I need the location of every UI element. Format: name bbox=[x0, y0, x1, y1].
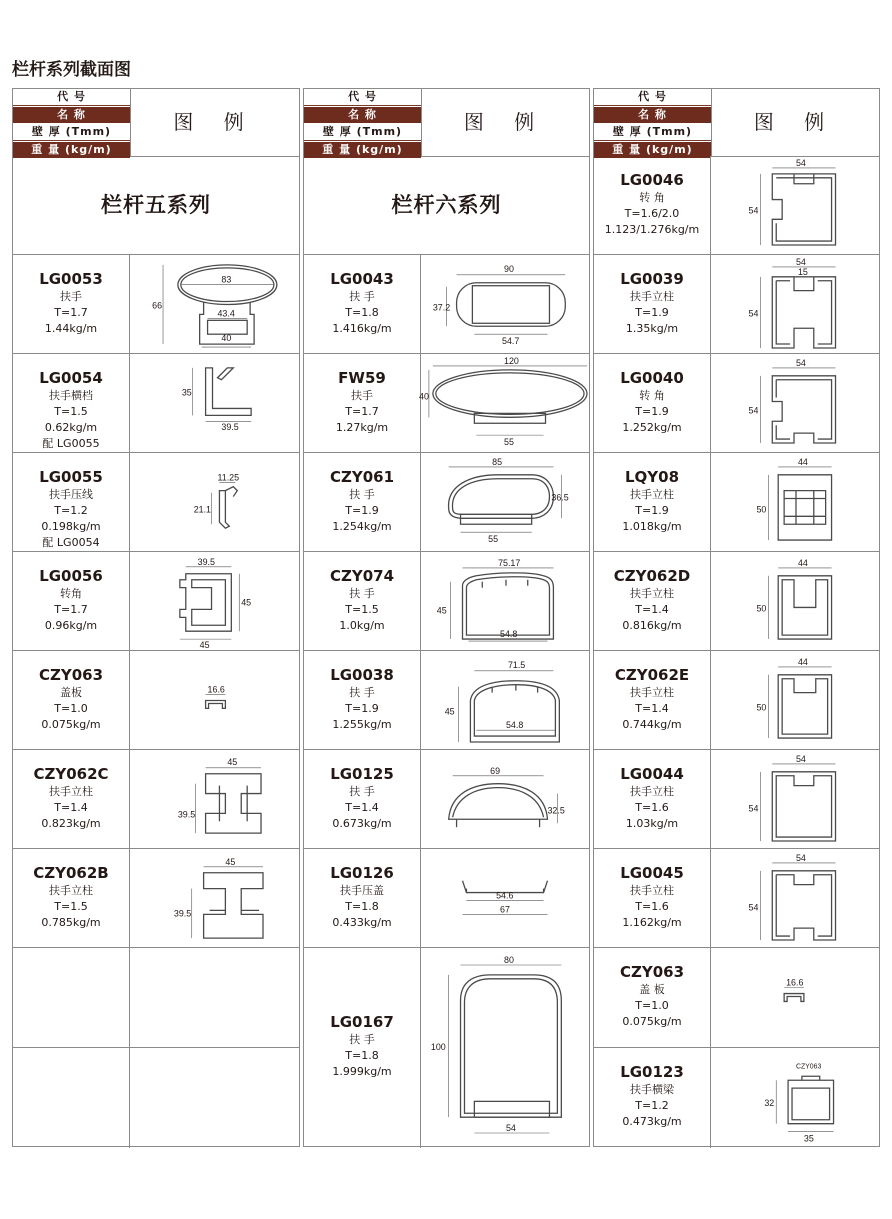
profile-drawing bbox=[421, 453, 589, 551]
header-weight-label: 重 量 (kg/m) bbox=[304, 142, 421, 158]
item-code: LG0123 bbox=[620, 1063, 684, 1081]
dim-label: 45 bbox=[241, 597, 252, 608]
list-item bbox=[594, 354, 879, 453]
dim-label: 39.5 bbox=[173, 908, 192, 919]
item-info bbox=[594, 354, 711, 452]
item-thickness: T=1.7 bbox=[54, 306, 88, 319]
dim-label: 40 bbox=[419, 391, 429, 402]
dim-label: 69 bbox=[490, 765, 501, 776]
profile-drawing bbox=[711, 453, 879, 551]
item-name: 扶 手 bbox=[349, 785, 375, 798]
item-code: LG0054 bbox=[39, 369, 103, 387]
item-code: LG0040 bbox=[620, 369, 684, 387]
page-title: 栏杆系列截面图 bbox=[12, 60, 131, 80]
item-name: 扶手立柱 bbox=[630, 488, 674, 501]
dim-label: 45 bbox=[436, 605, 447, 616]
list-item bbox=[304, 849, 589, 948]
item-info bbox=[594, 156, 711, 254]
item-code: LG0045 bbox=[620, 864, 684, 882]
profile-drawing bbox=[130, 354, 299, 452]
item-weight: 1.123/1.276kg/m bbox=[604, 223, 700, 236]
item-name: 转角 bbox=[60, 587, 82, 600]
item-info bbox=[594, 651, 711, 749]
profile-drawing bbox=[711, 156, 879, 254]
dim-label: 44 bbox=[797, 456, 808, 467]
header-code-label: 代 号 bbox=[594, 89, 711, 106]
list-item bbox=[594, 255, 879, 354]
item-info bbox=[304, 651, 421, 749]
header-thickness-label: 壁 厚 (Tmm) bbox=[594, 124, 711, 141]
item-weight: 0.96kg/m bbox=[44, 619, 98, 632]
item-code: FW59 bbox=[338, 369, 386, 387]
item-info bbox=[594, 948, 711, 1047]
item-code: LQY08 bbox=[624, 468, 680, 486]
item-name: 扶手立柱 bbox=[630, 884, 674, 897]
item-code: CZY061 bbox=[329, 468, 395, 486]
dim-label: CZY063 bbox=[795, 1063, 822, 1071]
dim-label: 54.6 bbox=[496, 890, 514, 901]
item-info bbox=[594, 255, 711, 353]
item-thickness: T=1.7 bbox=[54, 603, 88, 616]
item-code: LG0125 bbox=[330, 765, 394, 783]
header-weight-label: 重 量 (kg/m) bbox=[594, 142, 711, 158]
item-info bbox=[13, 651, 130, 749]
item-name: 转 角 bbox=[639, 389, 665, 402]
dim-label: 54 bbox=[795, 753, 806, 764]
item-info bbox=[13, 849, 130, 947]
item-name: 扶 手 bbox=[349, 1033, 375, 1046]
profile-drawing bbox=[421, 849, 589, 947]
item-weight: 0.62kg/m bbox=[44, 421, 98, 434]
list-item bbox=[304, 552, 589, 651]
profile-drawing bbox=[711, 948, 879, 1047]
item-info bbox=[13, 750, 130, 848]
item-weight: 1.416kg/m bbox=[332, 322, 392, 335]
item-info bbox=[594, 552, 711, 650]
dim-label: 71.5 bbox=[507, 659, 526, 670]
profile-drawing bbox=[421, 255, 589, 353]
profile-drawing bbox=[711, 651, 879, 749]
item-name: 扶手压线 bbox=[49, 488, 93, 501]
item-thickness: T=1.0 bbox=[54, 702, 88, 715]
dim-label: 11.25 bbox=[217, 472, 240, 483]
table-header bbox=[13, 89, 299, 157]
item-weight: 0.823kg/m bbox=[41, 817, 101, 830]
dim-label: 32 bbox=[764, 1097, 775, 1108]
item-code: LG0056 bbox=[39, 567, 103, 585]
profile-drawing bbox=[421, 354, 589, 452]
item-weight: 1.27kg/m bbox=[335, 421, 389, 434]
dim-label: 83 bbox=[221, 274, 232, 285]
list-item bbox=[594, 156, 879, 255]
list-item bbox=[594, 1048, 879, 1148]
dim-label: 54.7 bbox=[502, 336, 520, 347]
profile-drawing bbox=[711, 750, 879, 848]
dim-label: 45 bbox=[225, 856, 236, 867]
dim-label: 54 bbox=[748, 405, 759, 416]
header-name-label: 名 称 bbox=[13, 107, 130, 123]
dim-label: 21.1 bbox=[193, 504, 212, 515]
item-code: CZY063 bbox=[38, 666, 104, 684]
dim-label: 90 bbox=[504, 263, 514, 274]
item-info bbox=[13, 1048, 130, 1148]
dim-label: 44 bbox=[797, 656, 808, 667]
item-weight: 1.252kg/m bbox=[622, 421, 682, 434]
item-weight: 1.254kg/m bbox=[332, 520, 392, 533]
item-code: CZY063 bbox=[619, 963, 685, 981]
item-thickness: T=1.9 bbox=[635, 504, 669, 517]
item-name: 扶手横梁 bbox=[630, 1083, 674, 1096]
item-name: 扶 手 bbox=[349, 686, 375, 699]
dim-label: 67 bbox=[500, 904, 510, 915]
item-thickness: T=1.7 bbox=[345, 405, 379, 418]
item-weight: 1.35kg/m bbox=[625, 322, 679, 335]
item-code: LG0043 bbox=[330, 270, 394, 288]
item-info bbox=[304, 849, 421, 947]
header-legend: 图 例 bbox=[753, 110, 837, 134]
item-thickness: T=1.5 bbox=[54, 405, 88, 418]
item-weight: 0.075kg/m bbox=[622, 1015, 682, 1028]
item-info bbox=[594, 1048, 711, 1148]
header-legend: 图 例 bbox=[173, 110, 256, 134]
item-note: 配 LG0054 bbox=[42, 536, 100, 549]
profile-drawing bbox=[711, 849, 879, 947]
item-code: CZY062B bbox=[33, 864, 109, 882]
header-code-label: 代 号 bbox=[304, 89, 421, 106]
item-info bbox=[594, 849, 711, 947]
item-thickness: T=1.9 bbox=[635, 306, 669, 319]
item-code: CZY062E bbox=[614, 666, 690, 684]
item-info bbox=[13, 354, 130, 452]
item-info bbox=[304, 255, 421, 353]
item-weight: 0.433kg/m bbox=[332, 916, 392, 929]
header-legend: 图 例 bbox=[463, 110, 547, 134]
header-weight-label: 重 量 (kg/m) bbox=[13, 142, 130, 158]
dim-label: 54 bbox=[748, 205, 759, 216]
list-item bbox=[594, 948, 879, 1048]
dim-label: 50 bbox=[756, 603, 767, 614]
list-item bbox=[594, 552, 879, 651]
item-weight: 0.744kg/m bbox=[622, 718, 682, 731]
item-thickness: T=1.6/2.0 bbox=[624, 207, 680, 220]
list-item bbox=[304, 750, 589, 849]
dim-label: 45 bbox=[227, 756, 238, 767]
dim-label: 35 bbox=[803, 1133, 814, 1144]
dim-label: 75.17 bbox=[498, 557, 521, 568]
list-item bbox=[304, 651, 589, 750]
dim-label: 43.4 bbox=[217, 308, 235, 319]
item-info bbox=[304, 552, 421, 650]
item-weight: 1.255kg/m bbox=[332, 718, 392, 731]
list-item bbox=[594, 750, 879, 849]
dim-label: 54 bbox=[505, 1123, 516, 1134]
item-name: 转 角 bbox=[639, 191, 665, 204]
item-info bbox=[304, 948, 421, 1148]
item-name: 扶手压盖 bbox=[340, 884, 384, 897]
item-info bbox=[304, 750, 421, 848]
header-thickness-label: 壁 厚 (Tmm) bbox=[304, 124, 421, 141]
list-item bbox=[304, 948, 589, 1148]
item-thickness: T=1.0 bbox=[635, 999, 669, 1012]
item-code: LG0126 bbox=[330, 864, 394, 882]
table-header bbox=[304, 89, 589, 157]
profile-drawing bbox=[711, 255, 879, 353]
header-code-label: 代 号 bbox=[13, 89, 130, 106]
list-item bbox=[13, 255, 299, 354]
dim-label: 100 bbox=[430, 1041, 446, 1052]
item-name: 扶手立柱 bbox=[630, 686, 674, 699]
profile-drawing bbox=[130, 651, 299, 749]
header-thickness-label: 壁 厚 (Tmm) bbox=[13, 124, 130, 141]
item-name: 扶 手 bbox=[349, 488, 375, 501]
profile-drawing bbox=[130, 552, 299, 650]
list-item bbox=[594, 453, 879, 552]
item-name: 扶手立柱 bbox=[49, 785, 93, 798]
item-thickness: T=1.4 bbox=[54, 801, 88, 814]
item-name: 扶手立柱 bbox=[49, 884, 93, 897]
item-code: LG0053 bbox=[39, 270, 103, 288]
item-code: LG0044 bbox=[620, 765, 684, 783]
header-labels bbox=[304, 89, 422, 156]
item-code: CZY062C bbox=[33, 765, 109, 783]
dim-label: 54 bbox=[748, 803, 759, 814]
dim-label: 37.2 bbox=[432, 302, 451, 313]
item-thickness: T=1.2 bbox=[54, 504, 88, 517]
item-name: 扶手立柱 bbox=[630, 785, 674, 798]
dim-label: 39.5 bbox=[197, 556, 215, 567]
dim-label: 55 bbox=[488, 534, 499, 545]
empty-row bbox=[13, 948, 299, 1048]
item-thickness: T=1.5 bbox=[54, 900, 88, 913]
list-item bbox=[13, 750, 299, 849]
dim-label: 45 bbox=[199, 640, 210, 651]
item-weight: 1.44kg/m bbox=[44, 322, 98, 335]
panel-posts bbox=[593, 88, 880, 1147]
dim-label: 54 bbox=[748, 308, 759, 319]
item-thickness: T=1.2 bbox=[635, 1099, 669, 1112]
item-name: 扶手 bbox=[351, 389, 373, 402]
item-weight: 1.999kg/m bbox=[332, 1065, 392, 1078]
item-weight: 0.075kg/m bbox=[41, 718, 101, 731]
panel-series-5 bbox=[12, 88, 300, 1147]
dim-label: 80 bbox=[504, 955, 514, 966]
item-code: LG0167 bbox=[330, 1013, 394, 1031]
dim-label: 40 bbox=[221, 333, 232, 344]
item-thickness: T=1.8 bbox=[345, 306, 379, 319]
dim-label: 16.6 bbox=[207, 684, 225, 695]
item-info bbox=[13, 255, 130, 353]
item-name: 扶 手 bbox=[349, 290, 375, 303]
item-weight: 0.785kg/m bbox=[41, 916, 101, 929]
dim-label: 54 bbox=[795, 157, 806, 168]
profile-drawing bbox=[130, 453, 299, 551]
item-info bbox=[13, 552, 130, 650]
item-weight: 0.816kg/m bbox=[622, 619, 682, 632]
item-thickness: T=1.9 bbox=[635, 405, 669, 418]
item-info bbox=[304, 354, 421, 452]
list-item bbox=[13, 354, 299, 453]
item-code: LG0039 bbox=[620, 270, 684, 288]
dim-label: 36.5 bbox=[551, 492, 569, 503]
item-weight: 1.03kg/m bbox=[625, 817, 679, 830]
list-item bbox=[594, 849, 879, 948]
item-name: 扶 手 bbox=[349, 587, 375, 600]
item-code: CZY074 bbox=[329, 567, 395, 585]
list-item bbox=[13, 651, 299, 750]
dim-label: 85 bbox=[492, 456, 503, 467]
item-code: LG0055 bbox=[39, 468, 103, 486]
profile-drawing bbox=[421, 651, 589, 749]
item-thickness: T=1.5 bbox=[345, 603, 379, 616]
header-name-label: 名 称 bbox=[594, 107, 711, 123]
list-item bbox=[304, 354, 589, 453]
dim-label: 50 bbox=[756, 504, 767, 515]
panel-series-6 bbox=[303, 88, 590, 1147]
series-row bbox=[13, 156, 299, 255]
dim-label: 35 bbox=[181, 387, 192, 398]
dim-label: 39.5 bbox=[221, 422, 239, 433]
item-name: 扶手立柱 bbox=[630, 587, 674, 600]
list-item bbox=[13, 453, 299, 552]
item-weight: 1.018kg/m bbox=[622, 520, 682, 533]
profile-drawing bbox=[130, 255, 299, 353]
item-info bbox=[594, 453, 711, 551]
profile-drawing bbox=[711, 552, 879, 650]
dim-label: 66 bbox=[152, 300, 163, 311]
profile-drawing bbox=[421, 750, 589, 848]
dim-label: 44 bbox=[797, 557, 808, 568]
item-name: 盖 板 bbox=[639, 983, 665, 996]
item-info bbox=[13, 948, 130, 1047]
item-code: CZY062D bbox=[613, 567, 691, 585]
dim-label: 55 bbox=[504, 437, 514, 447]
list-item bbox=[594, 651, 879, 750]
item-weight: 1.162kg/m bbox=[622, 916, 682, 929]
list-item bbox=[304, 453, 589, 552]
item-thickness: T=1.4 bbox=[635, 702, 669, 715]
dim-label: 16.6 bbox=[786, 977, 804, 988]
dim-label: 120 bbox=[504, 355, 519, 366]
item-info bbox=[594, 750, 711, 848]
dim-label: 45 bbox=[444, 706, 455, 717]
header-labels bbox=[13, 89, 131, 156]
table-header bbox=[594, 89, 879, 157]
dim-label: 54 bbox=[795, 852, 806, 863]
series-row bbox=[304, 156, 589, 255]
item-name: 扶手立柱 bbox=[630, 290, 674, 303]
profile-drawing bbox=[421, 948, 589, 1148]
dim-label: 50 bbox=[756, 702, 767, 713]
item-weight: 0.473kg/m bbox=[622, 1115, 682, 1128]
list-item bbox=[13, 849, 299, 948]
item-name: 扶手横档 bbox=[49, 389, 93, 402]
item-thickness: T=1.6 bbox=[635, 801, 669, 814]
dim-label: 15 bbox=[797, 266, 808, 277]
empty-row bbox=[13, 1048, 299, 1148]
item-name: 扶手 bbox=[60, 290, 82, 303]
series-title: 栏杆五系列 bbox=[101, 193, 211, 217]
profile-drawing bbox=[130, 750, 299, 848]
profile-drawing bbox=[711, 1048, 879, 1148]
header-labels bbox=[594, 89, 712, 156]
item-name: 盖板 bbox=[60, 686, 82, 699]
item-weight: 0.198kg/m bbox=[41, 520, 101, 533]
item-note: 配 LG0055 bbox=[42, 437, 100, 450]
item-thickness: T=1.8 bbox=[345, 900, 379, 913]
header-name-label: 名 称 bbox=[304, 107, 421, 123]
item-thickness: T=1.4 bbox=[345, 801, 379, 814]
item-code: LG0038 bbox=[330, 666, 394, 684]
profile-drawing bbox=[421, 552, 589, 650]
profile-drawing bbox=[130, 849, 299, 947]
dim-label: 54.8 bbox=[500, 629, 518, 640]
profile-drawing bbox=[711, 354, 879, 452]
item-thickness: T=1.6 bbox=[635, 900, 669, 913]
item-thickness: T=1.4 bbox=[635, 603, 669, 616]
dim-label: 54 bbox=[748, 902, 759, 913]
item-weight: 1.0kg/m bbox=[339, 619, 385, 632]
item-thickness: T=1.9 bbox=[345, 702, 379, 715]
dim-label: 32.5 bbox=[547, 805, 565, 816]
list-item bbox=[13, 552, 299, 651]
item-thickness: T=1.9 bbox=[345, 504, 379, 517]
item-code: LG0046 bbox=[620, 171, 684, 189]
list-item bbox=[304, 255, 589, 354]
dim-label: 54 bbox=[795, 357, 806, 368]
item-thickness: T=1.8 bbox=[345, 1049, 379, 1062]
item-info bbox=[304, 453, 421, 551]
series-title: 栏杆六系列 bbox=[391, 193, 502, 217]
dim-label: 54 bbox=[795, 256, 806, 267]
item-info bbox=[13, 453, 130, 551]
item-weight: 0.673kg/m bbox=[332, 817, 392, 830]
dim-label: 54.8 bbox=[505, 720, 524, 731]
dim-label: 39.5 bbox=[177, 809, 196, 820]
